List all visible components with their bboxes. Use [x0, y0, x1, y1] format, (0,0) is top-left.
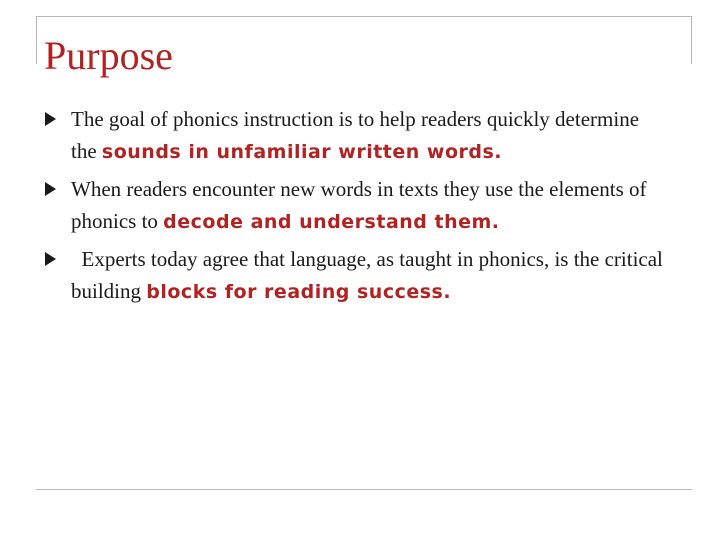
bullet-emphasis: blocks for reading success. [146, 281, 452, 303]
frame-top-rule [36, 16, 692, 17]
slide-title: Purpose [44, 33, 173, 78]
bullet-item-3 [44, 243, 674, 308]
bullet-emphasis: sounds in unfamiliar written words. [101, 141, 503, 163]
triangle-right-icon [45, 112, 56, 126]
bullet-item-1 [44, 103, 664, 168]
bullet-item-2 [44, 173, 664, 238]
frame-right-rule [691, 16, 692, 64]
bullet-list [44, 103, 674, 313]
triangle-right-icon [45, 182, 56, 196]
bullet-emphasis: decode and understand them. [163, 211, 500, 233]
bullet-text: When readers encounter new words in texts they use the elements of phonics to [71, 177, 652, 233]
frame-left-rule [36, 16, 37, 64]
frame-bottom-rule [36, 489, 692, 490]
bullet-text: Experts today agree that language, as taught in phonics, is the critical building [71, 247, 674, 303]
bullet-text: The goal of phonics instruction is to help readers quickly determine the [71, 107, 645, 163]
triangle-right-icon [45, 252, 56, 266]
